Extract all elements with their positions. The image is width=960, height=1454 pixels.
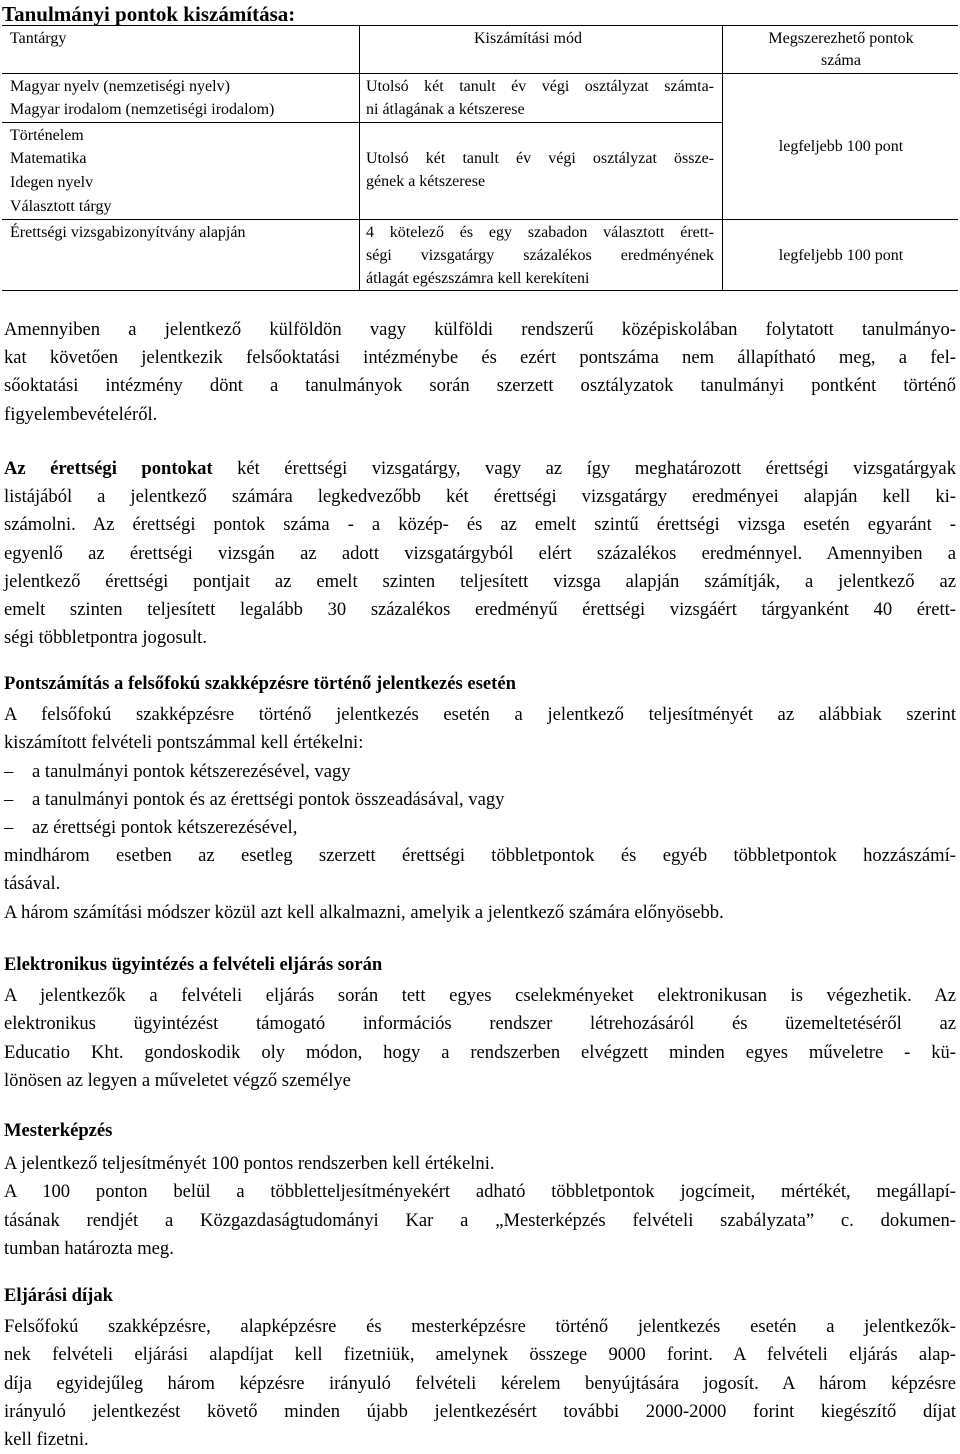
text-line: jelentkező érettségi pontjait az emelt szinten teljesített vizsga alapján számítják, a jelentkező az	[4, 570, 956, 592]
method-1-line: Utolsó két tanult év végi osztályzat számta-	[366, 78, 714, 95]
method-1-line: ni átlagának a kétszerese	[366, 101, 525, 118]
points-2: legfeljebb 100 pont	[778, 247, 904, 264]
text-line: mindhárom esetben az esetleg szerzett érettségi többletpontok és egyéb többletpontok hozzászámí-	[4, 845, 956, 867]
text-line: elektronikus ügyintézést támogató információs rendszer létrehozásáról és üzemeltetéséről az	[4, 1013, 956, 1035]
list-item-text: a tanulmányi pontok kétszerezésével, vagy	[32, 760, 351, 782]
text-line: tásának rendjét a Közgazdaságtudományi Kar a „Mesterképzés felvételi szabályzata” c. dokumen-	[4, 1209, 956, 1231]
text-line: nek felvételi eljárási alapdíjat kell fizetniük, amelynek összege 9000 forint. A felvételi eljárás alap-	[4, 1344, 956, 1366]
table-divider	[722, 219, 958, 220]
table-divider	[2, 219, 359, 220]
bold-lead: Az érettségi pontokat	[4, 458, 213, 479]
text-line: számolni. Az érettségi pontok száma - a közép- és az emelt szintű érettségi vizsga esetén egyaránt -	[4, 514, 956, 536]
section-heading: Elektronikus ügyintézés a felvételi eljárás során	[4, 954, 383, 975]
dash-bullet: –	[4, 760, 14, 782]
table-divider	[359, 219, 722, 220]
table-divider	[359, 26, 360, 290]
section-szakkepzes	[4, 670, 956, 927]
table-divider	[722, 26, 723, 290]
text-line: díja egyidejűleg három képzésre irányuló felvételi kérelem benyújtására jogosít. A három képzésre	[4, 1372, 956, 1394]
text-line: sőoktatási intézmény dönt a tanulmányok során szerzett osztályzatok tanulmányi pontként történő	[4, 375, 956, 397]
text-line: kell fizetni.	[4, 1429, 89, 1451]
points-table	[2, 25, 958, 291]
list-item-text: a tanulmányi pontok és az érettségi pontok összeadásával, vagy	[32, 788, 505, 810]
method-2-line: Utolsó két tanult év végi osztályzat össze-	[366, 150, 714, 167]
subject-matematika: Matematika	[10, 150, 87, 167]
header-points-line2: száma	[821, 52, 861, 69]
text-line: A felsőfokú szakképzésre történő jelentkezés esetén a jelentkező teljesítményét az alábbiak szerint	[4, 704, 956, 726]
text-line: figyelembevételéről.	[4, 403, 158, 425]
section-heading: Pontszámítás a felsőfokú szakképzésre történő jelentkezés esetén	[4, 673, 516, 694]
method-2	[366, 147, 714, 193]
method-3	[366, 221, 714, 290]
text-line: listájából a jelentkező számára legkedvezőbb két érettségi vizsgatárgy eredményei alapján kell ki-	[4, 486, 956, 508]
method-3-line: 4 kötelező és egy szabadon választott érett-	[366, 224, 714, 241]
subject-erettsegi: Érettségi vizsgabizonyítvány alapján	[10, 224, 246, 241]
text-line: A három számítási módszer közül azt kell alkalmazni, amelyik a jelentkező számára előnyösebb.	[4, 901, 724, 923]
text-line: emelt szinten teljesített legalább 30 százalékos eredményű érettségi vizsgáért tárgyanként 40 érett-	[4, 599, 956, 621]
table-divider	[2, 122, 359, 123]
section-heading: Mesterképzés	[4, 1120, 113, 1141]
text-line: lönösen az legyen a műveletet végző személye	[4, 1069, 351, 1091]
paragraph-kulfoldi	[4, 316, 956, 429]
paragraph-erettsegi-pontok	[4, 455, 956, 652]
list-item	[4, 814, 956, 842]
text-line: Educatio Kht. gondoskodik oly módon, hogy a rendszerben elvégzett minden egyes műveletre - kü-	[4, 1041, 956, 1063]
section-heading: Eljárási díjak	[4, 1285, 113, 1306]
dash-bullet: –	[4, 817, 14, 839]
subject-magyar-irodalom: Magyar irodalom (nemzetiségi irodalom)	[10, 101, 275, 118]
text-line: irányuló jelentkezést követő minden újabb jelentkezésért további 2000-2000 forint kiegészítő díjat	[4, 1400, 956, 1422]
subject-valasztott: Választott tárgy	[10, 198, 112, 215]
text-line: Amennyiben a jelentkező külföldön vagy külföldi rendszerű középiskolában folytatott tanulmányo-	[4, 319, 956, 340]
text-line: kiszámított felvételi pontszámmal kell értékelni:	[4, 732, 364, 754]
points-1: legfeljebb 100 pont	[778, 138, 904, 155]
header-subject: Tantárgy	[10, 30, 67, 47]
text-span: két érettségi vizsgatárgy, vagy az így meghatározott érettségi vizsgatárgyak	[212, 458, 956, 479]
table-divider	[359, 122, 722, 123]
text-line: A jelentkező teljesítményét 100 pontos rendszerben kell értékelni.	[4, 1153, 495, 1175]
text-line: tásával.	[4, 873, 61, 895]
text-line: A jelentkezők a felvételi eljárás során tett egyes cselekményeket elektronikusan is végezhetik. Az	[4, 985, 956, 1007]
subject-magyar-nyelv: Magyar nyelv (nemzetiségi nyelv)	[10, 78, 230, 95]
section-dijak	[4, 1282, 956, 1454]
text-line	[4, 455, 956, 483]
dash-bullet: –	[4, 788, 14, 810]
text-line: ségi többletpontra jogosult.	[4, 627, 207, 649]
page-title: Tanulmányi pontok kiszámítása:	[2, 2, 296, 26]
section-mesterkepzes	[4, 1117, 956, 1263]
list-item-text: az érettségi pontok kétszerezésével,	[32, 817, 298, 839]
text-line: egyenlő az érettségi vizsgán az adott vizsgatárgyból elért százalékos eredménnyel. Amennyiben a	[4, 542, 956, 564]
method-3-line: átlagát egészszámra kell kerekíteni	[366, 270, 590, 287]
text-line: tumban határozta meg.	[4, 1237, 174, 1259]
method-2-line: gének a kétszerese	[366, 173, 486, 190]
method-1	[366, 75, 714, 121]
subject-idegen-nyelv: Idegen nyelv	[10, 174, 94, 191]
text-line: A 100 ponton belül a többletteljesítményekért adható többletpontok jogcímeit, mértékét, megállapí-	[4, 1181, 956, 1203]
list-item	[4, 786, 956, 814]
header-points-line1: Megszerezhető pontok	[768, 30, 914, 47]
header-method: Kiszámítási mód	[474, 30, 582, 47]
section-elektronikus	[4, 951, 956, 1095]
subject-tortenelem: Történelem	[10, 127, 84, 144]
method-3-line: ségi vizsgatárgy százalékos eredményének	[366, 247, 714, 264]
table-divider	[2, 73, 958, 74]
header-points	[730, 27, 952, 50]
list-item	[4, 758, 956, 786]
text-line: Felsőfokú szakképzésre, alapképzésre és mesterképzésre történő jelentkezés esetén a jelentkezők-	[4, 1316, 956, 1338]
text-line: kat követően jelentkezik felsőoktatási intézménybe és ezért pontszáma nem állapítható meg, a fel-	[4, 347, 956, 369]
